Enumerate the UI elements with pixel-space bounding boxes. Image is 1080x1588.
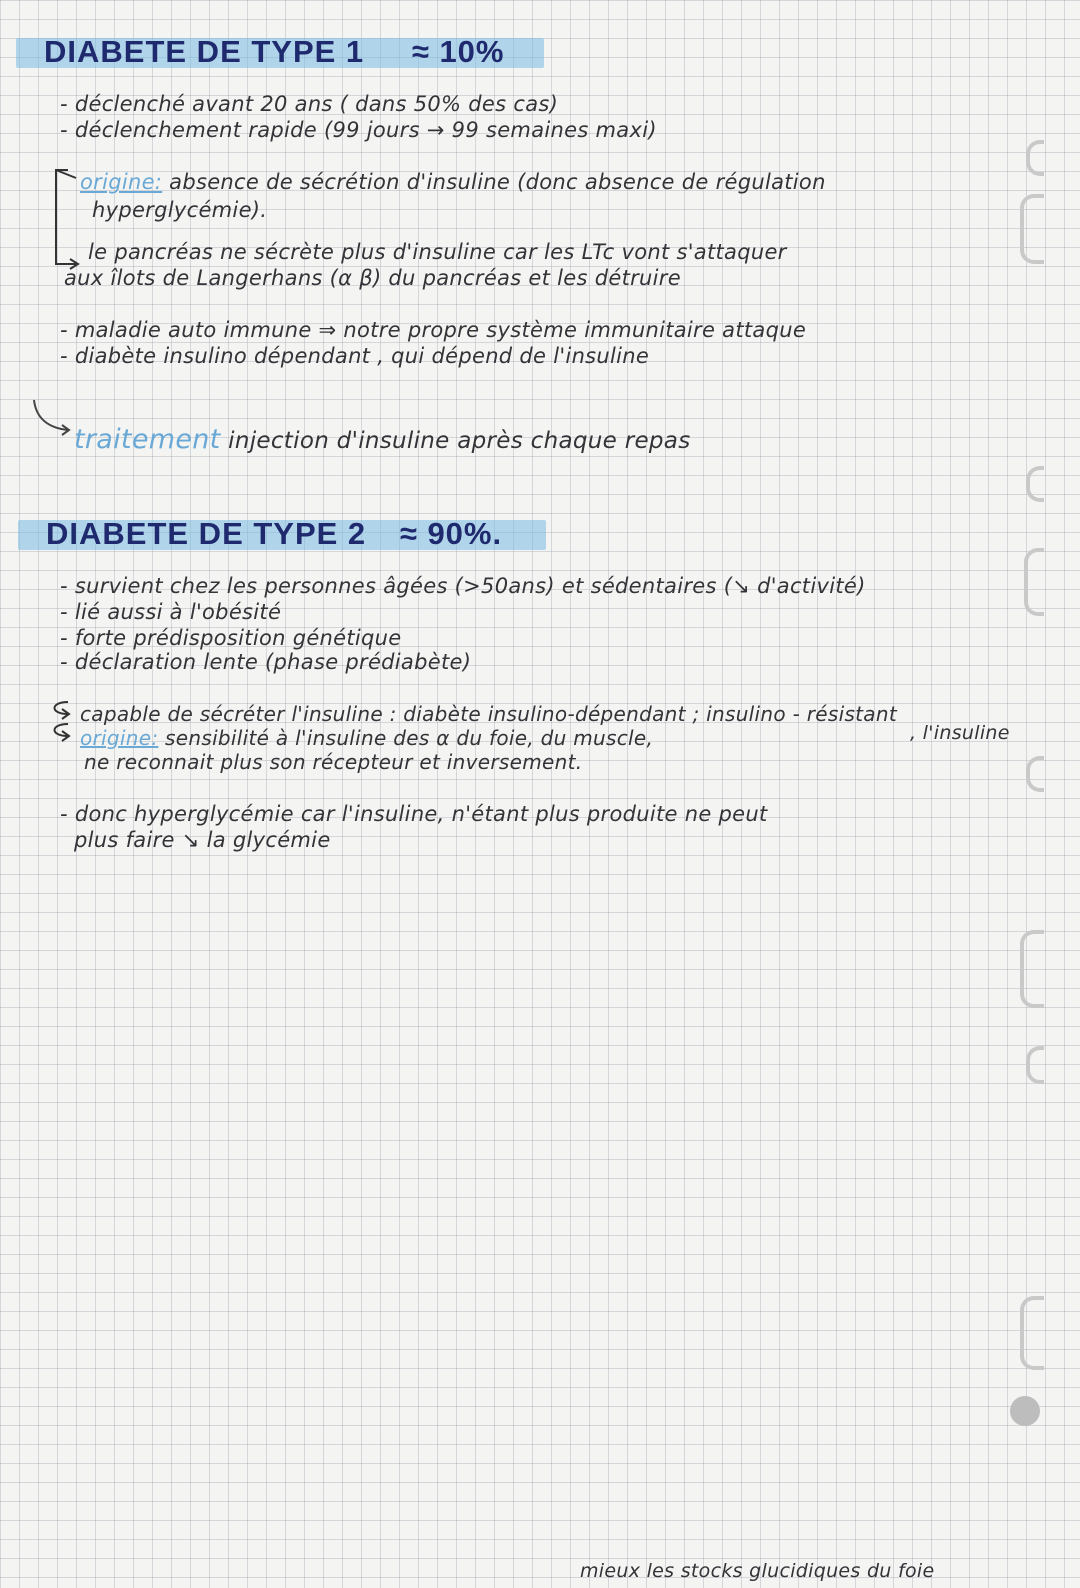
section2-title bbox=[46, 516, 502, 552]
hook-arrow-icon bbox=[46, 698, 76, 746]
binder-dot-icon bbox=[1010, 1396, 1040, 1426]
section2-title-text: DIABETE DE TYPE 2 bbox=[46, 516, 367, 551]
section1-origin bbox=[80, 170, 826, 194]
binder-hole bbox=[1020, 1296, 1044, 1370]
section2-origin bbox=[80, 726, 653, 750]
treatment-text: injection d'insuline après chaque repas bbox=[220, 428, 691, 454]
section1-treatment bbox=[74, 424, 690, 455]
binder-hole bbox=[1020, 930, 1044, 1008]
origin-label: origine: bbox=[80, 170, 163, 194]
section2-consequence: - donc hyperglycémie car l'insuline, n'étant plus produite ne peut bbox=[60, 802, 768, 826]
origin2-label: origine: bbox=[80, 726, 159, 750]
section1-pancreas-2: aux îlots de Langerhans (α β) du pancréas et les détruire bbox=[64, 266, 681, 290]
treatment-label: traitement bbox=[74, 424, 221, 455]
binder-hole bbox=[1026, 756, 1044, 792]
section1-bullet-2: - déclenchement rapide (99 jours → 99 semaines maxi) bbox=[60, 118, 657, 142]
section2-bullet-2: - lié aussi à l'obésité bbox=[60, 600, 282, 624]
section1-percent: ≈ 10% bbox=[411, 34, 505, 69]
section2-bullet-3: - forte prédisposition génétique bbox=[60, 626, 402, 650]
section1-title-text: DIABETE DE TYPE 1 bbox=[44, 34, 365, 69]
footer-text: mieux les stocks glucidiques du foie bbox=[580, 1560, 935, 1582]
section2-origin-2: ne reconnait plus son récepteur et inversement. bbox=[84, 750, 583, 774]
binder-hole bbox=[1020, 194, 1044, 264]
section2-consequence-2: plus faire ↘ la glycémie bbox=[74, 828, 331, 852]
binder-hole bbox=[1024, 548, 1044, 616]
section2-capable: capable de sécréter l'insuline : diabète insulino-dépendant ; insulino - résistant bbox=[80, 702, 897, 726]
section1-bullet-4: - diabète insulino dépendant , qui dépend de l'insuline bbox=[60, 344, 650, 368]
origin2-text: sensibilité à l'insuline des α du foie, du muscle, bbox=[158, 726, 654, 750]
section1-title bbox=[44, 34, 504, 70]
binder-hole bbox=[1026, 140, 1044, 176]
section1-bullet-1: - déclenché avant 20 ans ( dans 50% des cas) bbox=[60, 92, 559, 116]
section1-origin-2: hyperglycémie). bbox=[92, 198, 268, 222]
section2-percent: ≈ 90%. bbox=[399, 516, 503, 551]
section1-pancreas: le pancréas ne sécrète plus d'insuline car les LTc vont s'attaquer bbox=[88, 240, 787, 264]
section2-bullet-4: - déclaration lente (phase prédiabète) bbox=[60, 650, 472, 674]
binder-hole bbox=[1026, 1046, 1044, 1084]
section2-insuline-right: , l'insuline bbox=[910, 722, 1010, 744]
section2-bullet-1: - survient chez les personnes âgées (>50ans) et sédentaires (↘ d'activité) bbox=[60, 574, 866, 598]
origin-text: absence de sécrétion d'insuline (donc absence de régulation bbox=[162, 170, 826, 194]
curved-arrow-icon bbox=[30, 398, 74, 438]
binder-hole bbox=[1026, 466, 1044, 502]
section1-bullet-3: - maladie auto immune ⇒ notre propre système immunitaire attaque bbox=[60, 318, 807, 342]
